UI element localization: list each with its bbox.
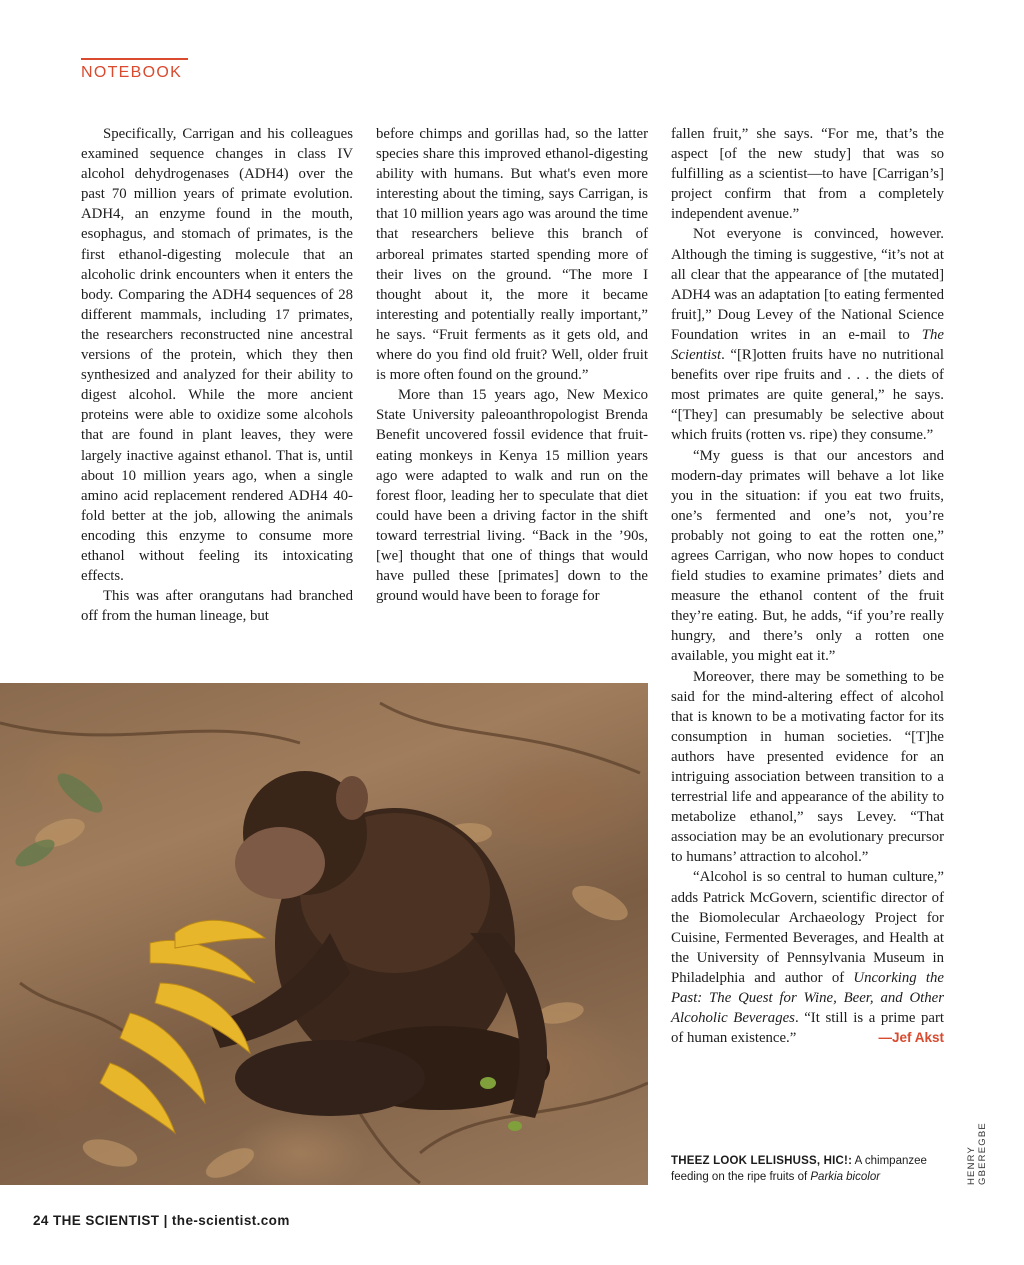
book-title: Uncorking the Past: The Quest for Wine, Beer, and Other Alcoholic Beverages: [671, 969, 945, 1027]
paragraph: Moreover, there may be something to be said for the mind-altering effect of alcohol that is known to be a motivating factor for its consumption in human societies. “[T]he authors have presented evidence for an intriguing association between transition to a terrestrial life and appearance of the ability to metabolize ethanol,” says Levey. “That association may be an evolutionary precursor to humans’ attraction to alcohol.”: [671, 668, 944, 866]
photo-caption: [671, 1153, 941, 1185]
paragraph: Specifically, Carrigan and his colleagues examined sequence changes in class IV alcohol dehydrogenases (ADH4) over the past 70 million years of primate evolution. ADH4, an enzyme found in the mouth, esophagus, and stomach of primates, is the first ethanol-digesting molecule that an alcoholic drink encounters when it enters the body. Comparing the ADH4 sequences of 28 different mammals, including 17 primates, the researchers reconstructed nine ancestral versions of the protein, which they then synthesized and analyzed for their ability to digest alcohol. While the more ancient proteins were able to oxidize some alcohols that are found in plant leaves, they were largely inactive against ethanol. That is, until about 10 million years ago, when a single amino acid replacement rendered ADH4 40-fold better at the job, allowing the animals encoding this enzyme to consume more ethanol without feeling its intoxicating effects.: [81, 126, 353, 585]
article-column-1: [81, 124, 353, 626]
text-run: “Alcohol is so central to human culture,” adds Patrick McGovern, scientific director of the Biomolecular Archaeology Project for Cuisine, Fermented Beverages, and Health at the University of Pennsylvania Museum in Philadelphia and author of: [671, 869, 944, 986]
chimpanzee-photo: [0, 683, 648, 1185]
paragraph: [671, 224, 944, 445]
chimpanzee-illustration: [0, 683, 648, 1185]
paragraph: [671, 867, 944, 1048]
text-run: . “It still is a prime part of human existence.”: [671, 1010, 944, 1047]
species-name: Parkia bicolor: [810, 1171, 881, 1183]
text-run: Not everyone is convinced, however. Although the timing is suggestive, “it’s not at all clear that the appearance of [the mutated] ADH4 was an adaptation [to eating fermented fruit],” Doug Levey of the National Science Foundation writes in an e-mail to: [671, 226, 944, 343]
publication-title: The Scientist: [671, 326, 944, 364]
paragraph: More than 15 years ago, New Mexico State University paleoanthropologist Brenda Benefit uncovered fossil evidence that fruit-eating monkeys in Kenya 15 million years ago were adapted to walk and run on the forest floor, leading her to speculate that diet could have been a driving factor in the shift toward terrestrial living. “Back in the ’90s, [we] thought that one of things that would have pulled these [primates] down to the ground would have been to forage for: [376, 387, 648, 605]
section-rule: [81, 58, 188, 60]
paragraph: “My guess is that our ancestors and modern-day primates will behave a lot like you in the situation: if you eat two fruits, one’s fermented and one’s not, you’re probably not going to eat the rotten one,” agrees Carrigan, who now hopes to conduct field studies to examine primates’ diets and measure the ethanol content of the fruit they’re eating. But, he adds, “if you’re really hungry, and there’s only a rotten one available, you might eat it.”: [671, 447, 944, 665]
page-folio: 24 THE SCIENTIST | the-scientist.com: [33, 1213, 290, 1228]
article-column-3: [671, 124, 944, 1048]
section-label: NOTEBOOK: [81, 64, 183, 81]
paragraph: fallen fruit,” she says. “For me, that’s the aspect [of the new study] that was so fulfilling as a scientist—to have [Carrigan’s] project confirm that from a completely independent avenue.”: [671, 126, 944, 223]
caption-text: A chimpanzee feeding on the ripe fruits of: [671, 1155, 927, 1183]
text-run: . “[R]otten fruits have no nutritional benefits over ripe fruits and . . . the diets of most primates are quite general,” he says. “[They] can presumably be selective about which fruits (rotten vs. ripe) they consume.”: [671, 347, 944, 444]
paragraph: This was after orangutans had branched off from the human lineage, but: [81, 588, 353, 625]
article-column-2: [376, 124, 648, 606]
caption-lead: THEEZ LOOK LELISHUSS, HIC!:: [671, 1155, 853, 1167]
paragraph: before chimps and gorillas had, so the latter species share this improved ethanol-digesting ability with humans. But what's even more interesting about the timing, says Carrigan, is that 10 million years ago was around the time that researchers believe this branch of arboreal primates started spending more of their lives on the ground. “The more I thought about it, the more it became interesting and potentially really important,” he says. “Fruit ferments as it gets old, and where do you find old fruit? Well, older fruit is more often found on the ground.”: [376, 126, 648, 384]
author-signature: —Jef Akst: [878, 1030, 944, 1046]
photo-credit: HENRY GBEREGBE: [966, 1122, 988, 1185]
